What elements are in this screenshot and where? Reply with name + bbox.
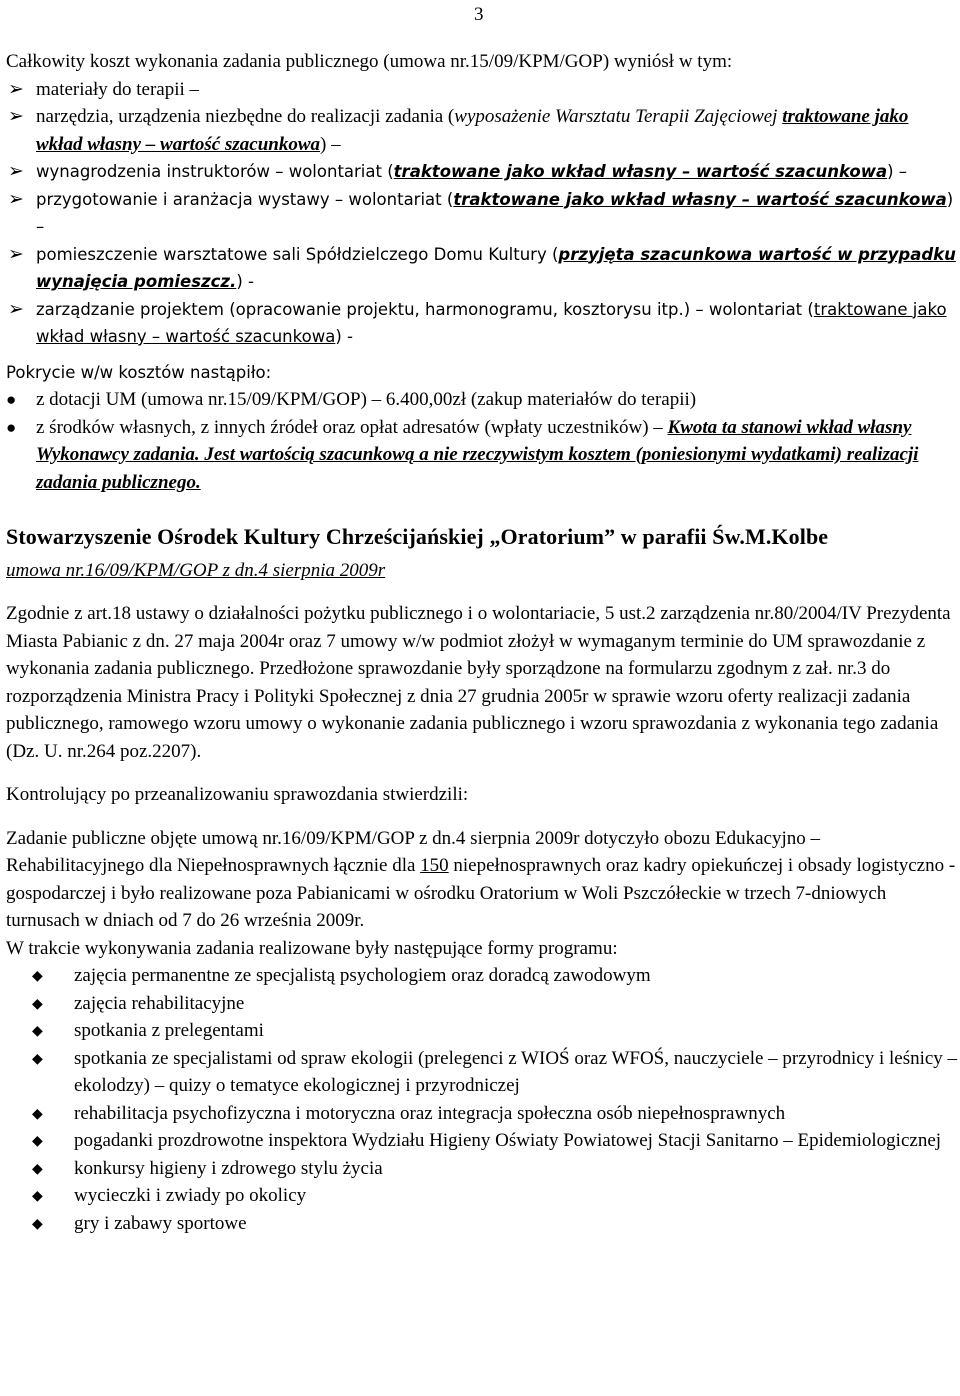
list-item: ◆ zajęcia rehabilitacyjne: [6, 990, 958, 1018]
diamond-bullet-icon: ◆: [32, 1161, 43, 1177]
coverage-list: [6, 386, 958, 496]
list-item: ◆ zajęcia permanentne ze specjalistą psychologiem oraz doradcą zawodowym: [6, 962, 958, 990]
arrow-bullet-icon: ➢: [8, 297, 24, 320]
controllers-paragraph: Kontrolujący po przeanalizowaniu sprawozdania stwierdzili:: [6, 784, 469, 805]
task-paragraph: Zadanie publiczne objęte umową nr.16/09/KPM/GOP z dn.4 sierpnia 2009r dotyczyło obozu Edukacyjno – Rehabilitacyjnego dla Niepełnosprawnych łącznie dla 150 niepełnosprawnych oraz kadry opiekuńczej i obsady logistyczno - gospodarczej i było realizowane poza Pabianicami w ośrodku Oratorium w Woli Pszczółeckie w trzech 7-dniowych turnusach w dniach od 7 do 26 września 2009r.: [6, 827, 956, 931]
compliance-paragraph: Zgodnie z art.18 ustawy o działalności pożytku publicznego i o wolontariacie, 5 ust.2 zarządzenia nr.80/2004/IV Prezydenta Miasta Pabianic z dn. 27 maja 2004r oraz 7 umowy w/w podmiot złożył w wymaganym terminie do UM sprawozdanie z wykonania zadania publicznego. Przedłożone sprawozdanie były sporządzone na formularzu zgodnym z zał. nr.3 do rozporządzenia Ministra Pracy i Polityki Społecznej z dnia 27 grudnia 2005r w sprawie wzoru oferty realizacji zadania publicznego, ramowego wzoru umowy o wykonanie zadania publicznego i wzoru sprawozdania z wykonania tego zadania (Dz. U. nr.264 poz.2207).: [6, 603, 951, 762]
list-item: ◆ spotkania z prelegentami: [6, 1017, 958, 1045]
list-item: ➢ zarządzanie projektem (opracowanie projektu, harmonogramu, kosztorysu itp.) – wolontariat (traktowane jako wkład własny – wartość szacunkowa) -: [8, 297, 947, 346]
list-item: ◆ pogadanki prozdrowotne inspektora Wydziału Higieny Oświaty Powiatowej Stacji Sanitarno – Epidemiologicznej: [6, 1127, 958, 1155]
section-heading: Stowarzyszenie Ośrodek Kultury Chrześcijańskiej „Oratorium” w parafii Św.M.Kolbe: [6, 524, 829, 549]
list-item: ➢ narzędzia, urządzenia niezbędne do realizacji zadania (wyposażenie Warsztatu Terapii Zajęciowej traktowane jako wkład własny – wartość szacunkowa) –: [6, 103, 958, 158]
diamond-bullet-icon: ◆: [32, 1051, 43, 1067]
arrow-bullet-icon: ➢: [8, 106, 24, 127]
program-list: [6, 962, 958, 1237]
page-number: 3: [474, 4, 484, 25]
program-intro: W trakcie wykonywania zadania realizowane były następujące formy programu:: [6, 937, 618, 959]
list-item: ➢ materiały do terapii –: [6, 76, 958, 104]
diamond-bullet-icon: ◆: [32, 1189, 43, 1204]
list-item: ➢ pomieszczenie warsztatowe sali Spółdzielczego Domu Kultury (przyjęta szacunkowa wartość w przypadku wynajęcia pomieszcz.) -: [8, 242, 956, 291]
arrow-bullet-icon: ➢: [8, 160, 24, 182]
list-item: ◆ spotkania ze specjalistami od spraw ekologii (prelegenci z WIOŚ oraz WFOŚ, nauczyciele – przyrodnicy i leśnicy – ekolodzy) – quizy o tematyce ekologicznej i przyrodniczej: [32, 1047, 958, 1096]
diamond-bullet-icon: ◆: [32, 1134, 43, 1149]
list-item: ◆ wycieczki i zwiady po okolicy: [6, 1182, 958, 1210]
cost-intro: Całkowity koszt wykonania zadania publicznego (umowa nr.15/09/KPM/GOP) wyniósł w tym:: [6, 51, 733, 72]
list-item: ◆ gry i zabawy sportowe: [6, 1210, 958, 1238]
arrow-bullet-icon: ➢: [8, 242, 24, 265]
list-item: ➢ wynagrodzenia instruktorów – wolontariat (traktowane jako wkład własny – wartość szacunkowa) –: [6, 158, 958, 186]
dot-bullet-icon: ●: [6, 417, 17, 437]
list-item: ◆ konkursy higieny i zdrowego stylu życia: [6, 1155, 958, 1183]
contract-line: umowa nr.16/09/KPM/GOP z dn.4 sierpnia 2009r: [6, 559, 386, 581]
dot-bullet-icon: ●: [6, 390, 17, 409]
diamond-bullet-icon: ◆: [32, 969, 43, 984]
arrow-bullet-icon: ➢: [8, 78, 24, 100]
arrow-bullet-icon: ➢: [8, 187, 24, 210]
document-page: [6, 0, 958, 1237]
list-item: ● z środków własnych, z innych źródeł oraz opłat adresatów (wpłaty uczestników) – Kwota ta stanowi wkład własny Wykonawcy zadania. Jest wartością szacunkową a nie rzeczywistym kosztem (poniesionymi wydatkami) realizacji zadania publicznego.: [6, 414, 958, 497]
diamond-bullet-icon: ◆: [32, 996, 43, 1012]
diamond-bullet-icon: ◆: [32, 1216, 43, 1232]
cost-items-list: [6, 76, 958, 351]
diamond-bullet-icon: ◆: [32, 1106, 43, 1122]
list-item: ◆ rehabilitacja psychofizyczna i motoryczna oraz integracja społeczna osób niepełnosprawnych: [6, 1100, 958, 1128]
diamond-bullet-icon: ◆: [32, 1024, 43, 1039]
list-item: ➢ przygotowanie i aranżacja wystawy – wolontariat (traktowane jako wkład własny – wartość szacunkowa) –: [8, 187, 954, 236]
list-item: ● z dotacji UM (umowa nr.15/09/KPM/GOP) – 6.400,00zł (zakup materiałów do terapii): [6, 386, 958, 414]
coverage-intro: Pokrycie w/w kosztów nastąpiło:: [6, 362, 272, 382]
